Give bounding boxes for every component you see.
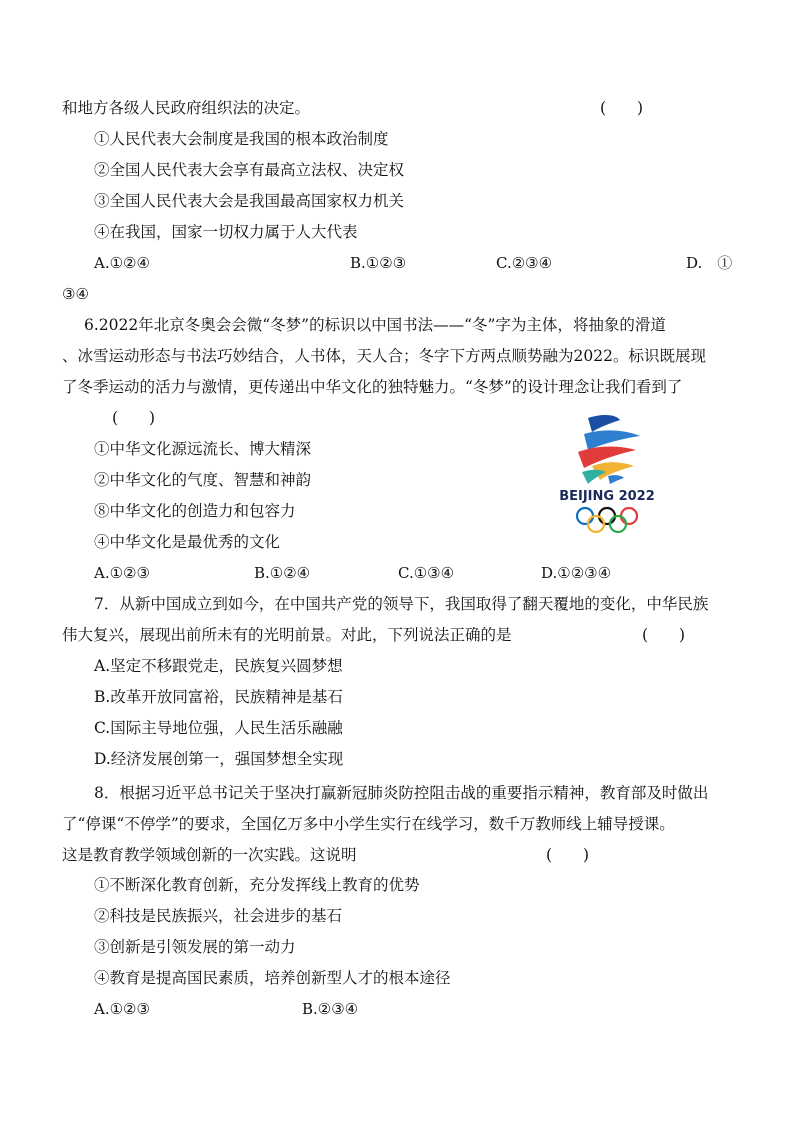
q7-option-c: C.国际主导地位强，人民生活乐融融 [94, 719, 343, 737]
q8-stem-line-3: 这是教育教学领域创新的一次实践。这说明 [62, 846, 357, 864]
q6-item-3: ⑧中华文化的创造力和包容力 [94, 502, 296, 520]
q7-stem-line-2: 伟大复兴，展现出前所未有的光明前景。对此，下列说法正确的是 [62, 626, 512, 644]
q5-answer-paren: ( ) [600, 99, 644, 117]
q8-option-b: B.②③④ [302, 1000, 359, 1018]
q6-stem-line-3: 了冬季运动的活力与激情，更传递出中华文化的独特魅力。“冬梦”的设计理念让我们看到了 [62, 378, 683, 396]
q6-option-c: C.①③④ [398, 564, 455, 582]
q6-item-4: ④中华文化是最优秀的文化 [94, 533, 281, 551]
q7-answer-paren: ( ) [642, 626, 686, 644]
q7-stem-line-1: 7．从新中国成立到如今，在中国共产党的领导下，我国取得了翻天覆地的变化，中华民族 [94, 595, 709, 613]
q5-item-2: ②全国人民代表大会享有最高立法权、决定权 [94, 161, 405, 179]
q6-stem-line-1: 6.2022年北京冬奥会会微“冬梦”的标识以中国书法——“冬”字为主体，将抽象的滑道 [84, 316, 666, 334]
q5-item-4: ④在我国，国家一切权力属于人大代表 [94, 223, 358, 241]
q6-item-1: ①中华文化源远流长、博大精深 [94, 440, 312, 458]
q5-option-b: B.①②③ [350, 254, 407, 272]
olympic-rings-icon [577, 508, 637, 532]
q8-item-2: ②科技是民族振兴，社会进步的基石 [94, 907, 343, 925]
q6-option-b: B.①②④ [254, 564, 311, 582]
q8-answer-paren: ( ) [546, 846, 590, 864]
q8-item-1: ①不断深化教育创新，充分发挥线上教育的优势 [94, 876, 420, 894]
q5-option-a: A.①②④ [94, 254, 150, 272]
q8-stem-line-1: 8．根据习近平总书记关于坚决打赢新冠肺炎防控阻击战的重要指示精神，教育部及时做出 [94, 784, 709, 802]
q6-item-2: ②中华文化的气度、智慧和神韵 [94, 471, 312, 489]
q7-option-b: B.改革开放同富裕，民族精神是基石 [94, 688, 343, 706]
q8-option-a: A.①②③ [94, 1000, 150, 1018]
q5-item-3: ③全国人民代表大会是我国最高国家权力机关 [94, 192, 405, 210]
q7-option-d: D.经济发展创第一，强国梦想全实现 [94, 750, 344, 768]
beijing-2022-emblem [548, 410, 666, 538]
logo-text: BEIJING 2022 [559, 489, 655, 504]
q5-option-d-wrap: ③④ [62, 285, 89, 303]
q5-stem-tail: 和地方各级人民政府组织法的决定。 [62, 99, 311, 117]
q6-stem-line-2: 、冰雪运动形态与书法巧妙结合，人书体，天人合；冬字下方两点顺势融为2022。标识既展现 [62, 347, 706, 365]
q7-option-a: A.坚定不移跟党走，民族复兴圆梦想 [94, 657, 343, 675]
q8-stem-line-2: 了“停课“不停学”的要求，全国亿万多中小学生实行在线学习，数千万教师线上辅导授课。 [62, 815, 675, 833]
q6-answer-paren: ( ) [112, 409, 156, 427]
q8-item-4: ④教育是提高国民素质，培养创新型人才的根本途径 [94, 969, 451, 987]
q6-option-a: A.①②③ [94, 564, 150, 582]
q8-item-3: ③创新是引领发展的第一动力 [94, 938, 296, 956]
q5-option-c: C.②③④ [496, 254, 553, 272]
q5-item-1: ①人民代表大会制度是我国的根本政治制度 [94, 130, 389, 148]
q6-option-d: D.①②③④ [541, 564, 612, 582]
q5-option-d: D. ① [686, 254, 733, 272]
winter-olympics-logo-icon [548, 410, 666, 538]
